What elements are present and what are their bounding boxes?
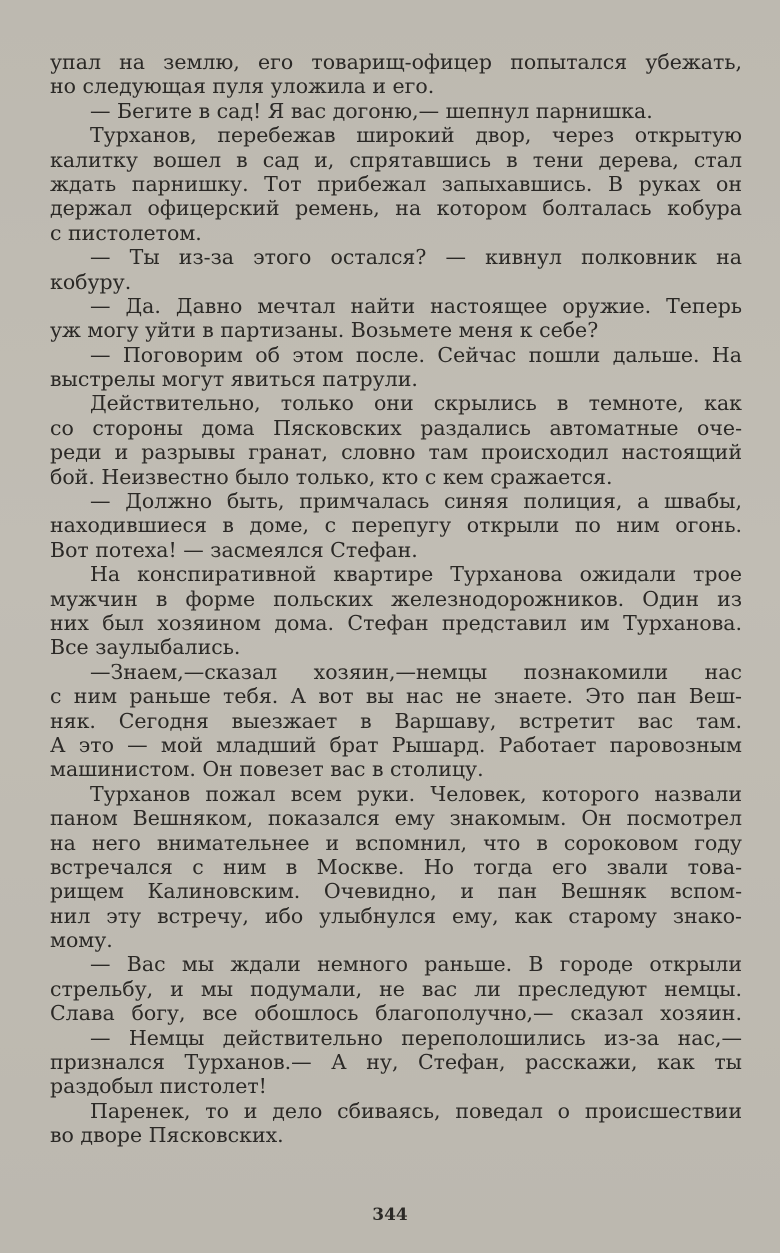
- text-line: ждать парнишку. Тот прибежал запыхавшись. В руках он: [50, 171, 742, 196]
- text-line: На конспиративной квартире Турханова ожидали трое: [90, 562, 742, 587]
- text-line: —Знаем,—сказал хозяин,—немцы познакомили нас: [90, 659, 742, 684]
- text-line: стрельбу, и мы подумали, не вас ли преследуют немцы.: [50, 976, 742, 1001]
- text-line: — Немцы действительно переполошились из-за нас,—: [90, 1025, 742, 1050]
- text-line: паном Вешняком, показался ему знакомым. Он посмотрел: [50, 806, 742, 831]
- text-line: А это — мой младший брат Рышард. Работает паровозным: [50, 732, 742, 757]
- text-line: Турханов, перебежав широкий двор, через открытую: [90, 123, 742, 148]
- text-line: выстрелы могут явиться патрули.: [50, 367, 418, 392]
- text-line: во дворе Пясковских.: [50, 1123, 284, 1148]
- text-line: мому.: [50, 928, 113, 953]
- text-line: упал на землю, его товарищ-офицер попытался убежать,: [50, 50, 742, 74]
- text-line: мужчин в форме польских железнодорожников. Один из: [50, 586, 742, 611]
- text-line: держал офицерский ремень, на котором болталась кобура: [50, 196, 742, 221]
- text-line: встречался с ним в Москве. Но тогда его звали това-: [50, 854, 742, 879]
- text-line: но следующая пуля уложила и его.: [50, 74, 435, 99]
- text-line: Турханов пожал всем руки. Человек, которого назвали: [90, 781, 742, 806]
- text-line: калитку вошел в сад и, спрятавшись в тени дерева, стал: [50, 147, 742, 172]
- text-line: с ним раньше тебя. А вот вы нас не знаете. Это пан Веш-: [50, 684, 742, 709]
- text-line: признался Турханов.— А ну, Стефан, расскажи, как ты: [50, 1050, 742, 1075]
- text-line: бой. Неизвестно было только, кто с кем сражается.: [50, 464, 613, 489]
- text-line: со стороны дома Пясковских раздались автоматные оче-: [50, 415, 742, 440]
- text-line: — Поговорим об этом после. Сейчас пошли дальше. На: [90, 342, 742, 367]
- page-text: [50, 50, 742, 1148]
- text-line: них был хозяином дома. Стефан представил им Турханова.: [50, 610, 742, 635]
- text-line: — Вас мы ждали немного раньше. В городе открыли: [90, 952, 742, 977]
- text-line: — Да. Давно мечтал найти настоящее оружие. Теперь: [90, 293, 742, 318]
- text-line: — Ты из-за этого остался? — кивнул полковник на: [90, 245, 742, 270]
- text-line: раздобыл пистолет!: [50, 1074, 267, 1099]
- page-number: 344: [372, 1205, 408, 1225]
- text-line: Действительно, только они скрылись в темноте, как: [90, 391, 742, 416]
- text-line: — Должно быть, примчалась синяя полиция, а швабы,: [90, 489, 742, 514]
- text-line: на него внимательнее и вспомнил, что в сороковом году: [50, 830, 742, 855]
- text-line: Все заулыбались.: [50, 635, 241, 660]
- text-line: нил эту встречу, ибо улыбнулся ему, как старому знако-: [50, 903, 742, 928]
- text-line: уж могу уйти в партизаны. Возьмете меня к себе?: [50, 318, 599, 343]
- text-line: няк. Сегодня выезжает в Варшаву, встретит вас там.: [50, 708, 742, 733]
- text-line: Вот потеха! — засмеялся Стефан.: [50, 537, 418, 562]
- text-line: находившиеся в доме, с перепугу открыли по ним огонь.: [50, 513, 742, 538]
- text-line: Паренек, то и дело сбиваясь, поведал о происшествии: [90, 1098, 742, 1123]
- text-line: рищем Калиновским. Очевидно, и пан Вешняк вспом-: [50, 879, 742, 904]
- text-line: — Бегите в сад! Я вас догоню,— шепнул парнишка.: [90, 98, 653, 123]
- text-line: кобуру.: [50, 269, 132, 294]
- text-line: машинистом. Он повезет вас в столицу.: [50, 757, 484, 782]
- text-line: с пистолетом.: [50, 220, 202, 245]
- text-line: реди и разрывы гранат, словно там происходил настоящий: [50, 440, 742, 465]
- text-line: Слава богу, все обошлось благополучно,— сказал хозяин.: [50, 1001, 742, 1026]
